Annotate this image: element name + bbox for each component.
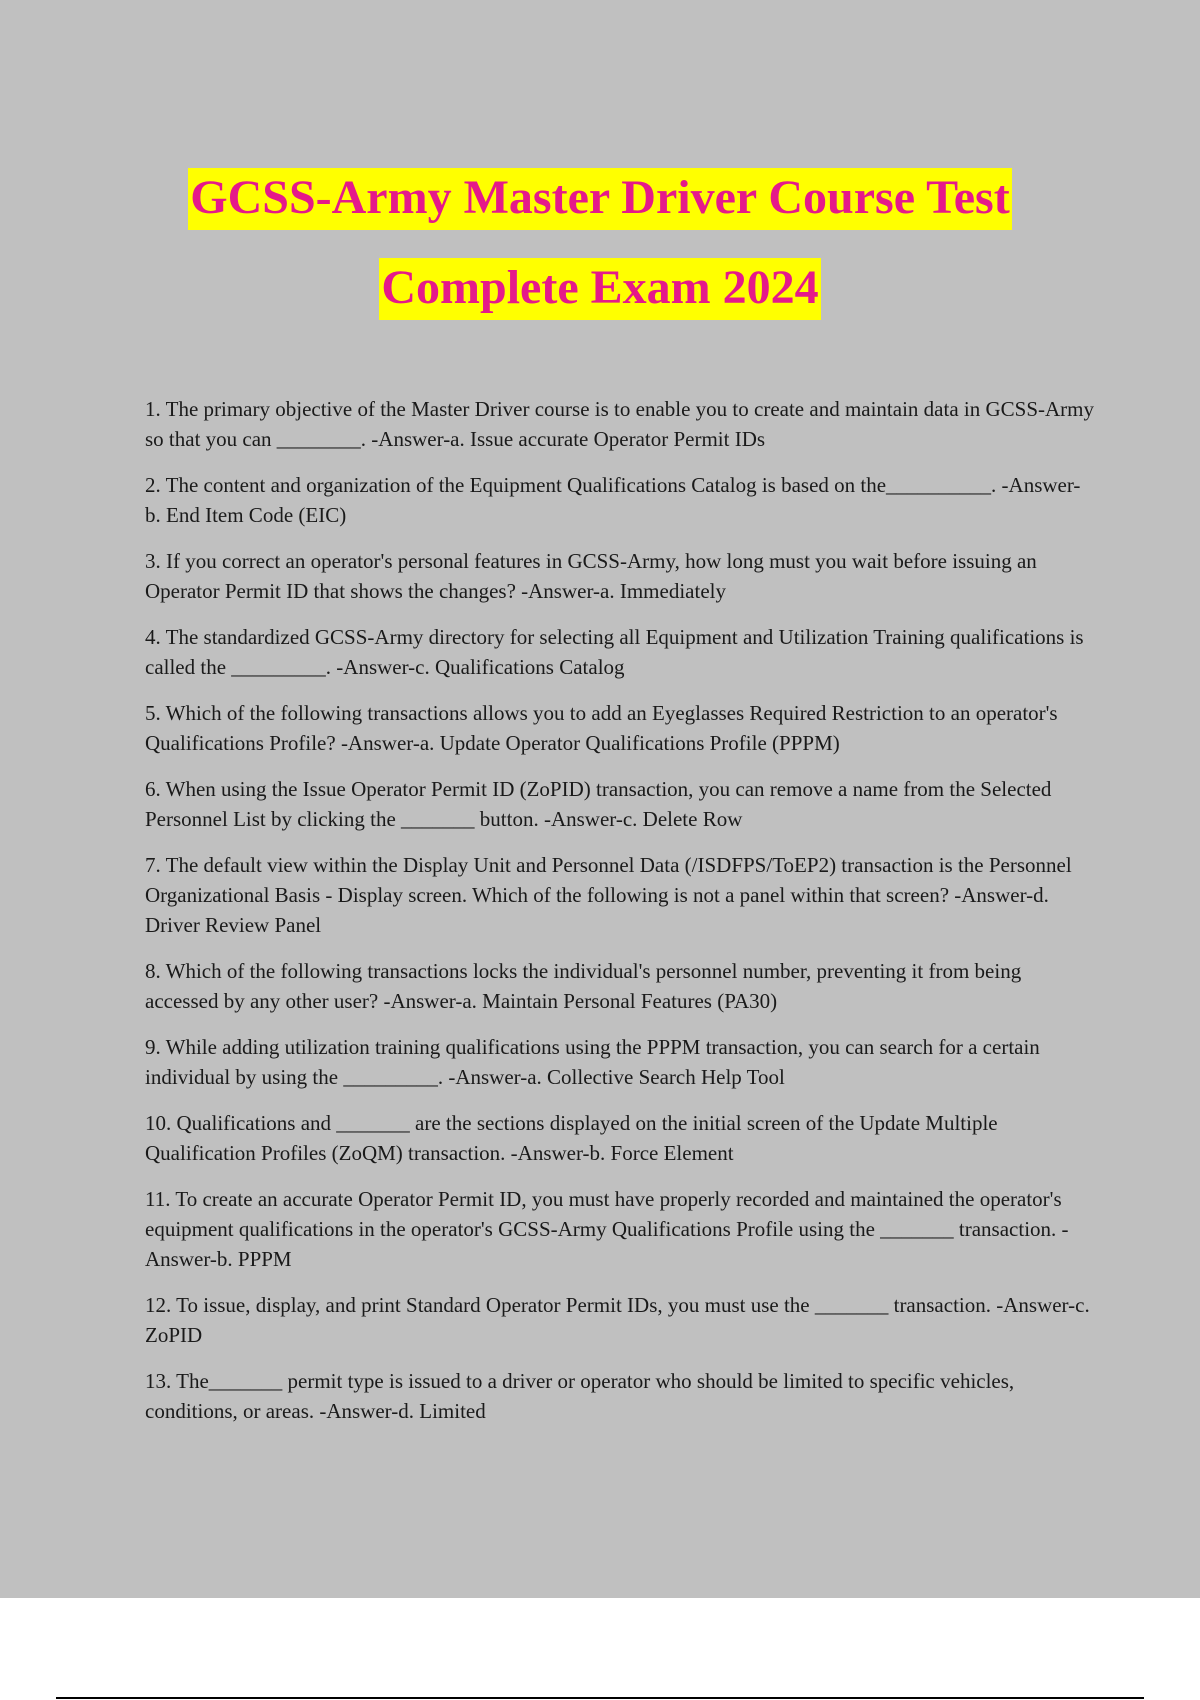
question-3: 3. If you correct an operator's personal features in GCSS-Army, how long must you wait before issuing an Operator Permit ID that shows the changes? -Answer-a. Immediately — [145, 549, 1037, 603]
question-9: 9. While adding utilization training qualifications using the PPPM transaction, you can search for a certain individual by using the _________. -Answer-a. Collective Search Help Tool — [145, 1035, 1040, 1089]
question-4: 4. The standardized GCSS-Army directory for selecting all Equipment and Utilization Training qualifications is called the _________. -Answer-c. Qualifications Catalog — [145, 625, 1084, 679]
title-block — [0, 168, 1200, 320]
question-1: 1. The primary objective of the Master Driver course is to enable you to create and maintain data in GCSS-Army so that you can ________. -Answer-a. Issue accurate Operator Permit IDs — [145, 397, 1094, 451]
title-text-2: Complete Exam 2024 — [379, 258, 820, 320]
title-line-2 — [0, 258, 1200, 320]
question-13: 13. The_______ permit type is issued to a driver or operator who should be limited to specific vehicles, conditions, or areas. -Answer-d. Limited — [145, 1369, 1015, 1423]
question-8: 8. Which of the following transactions locks the individual's personnel number, preventing it from being accessed by any other user? -Answer-a. Maintain Personal Features (PA30) — [145, 959, 1022, 1013]
question-7: 7. The default view within the Display Unit and Personnel Data (/ISDFPS/ToEP2) transaction is the Personnel Organizational Basis - Display screen. Which of the following is not a panel within that screen? -Answer-d. Driver Review Panel — [145, 853, 1072, 937]
question-6: 6. When using the Issue Operator Permit ID (ZoPID) transaction, you can remove a name from the Selected Personnel List by clicking the _______ button. -Answer-c. Delete Row — [145, 777, 1052, 831]
question-2: 2. The content and organization of the Equipment Qualifications Catalog is based on the__________. -Answer-b. End Item Code (EIC) — [145, 473, 1081, 527]
title-line-1 — [0, 168, 1200, 230]
question-5: 5. Which of the following transactions allows you to add an Eyeglasses Required Restriction to an operator's Qualifications Profile? -Answer-a. Update Operator Qualifications Profile (PPPM) — [145, 701, 1058, 755]
question-list — [145, 394, 1095, 1442]
question-12: 12. To issue, display, and print Standard Operator Permit IDs, you must use the _______ transaction. -Answer-c. ZoPID — [145, 1293, 1090, 1347]
footer-divider — [56, 1697, 1144, 1699]
title-text-1: GCSS-Army Master Driver Course Test — [188, 168, 1011, 230]
question-10: 10. Qualifications and _______ are the sections displayed on the initial screen of the Update Multiple Qualification Profiles (ZoQM) transaction. -Answer-b. Force Element — [145, 1111, 998, 1165]
question-11: 11. To create an accurate Operator Permit ID, you must have properly recorded and maintained the operator's equipment qualifications in the operator's GCSS-Army Qualifications Profile using the _______ transaction. -Answer-b. PPPM — [145, 1187, 1069, 1271]
